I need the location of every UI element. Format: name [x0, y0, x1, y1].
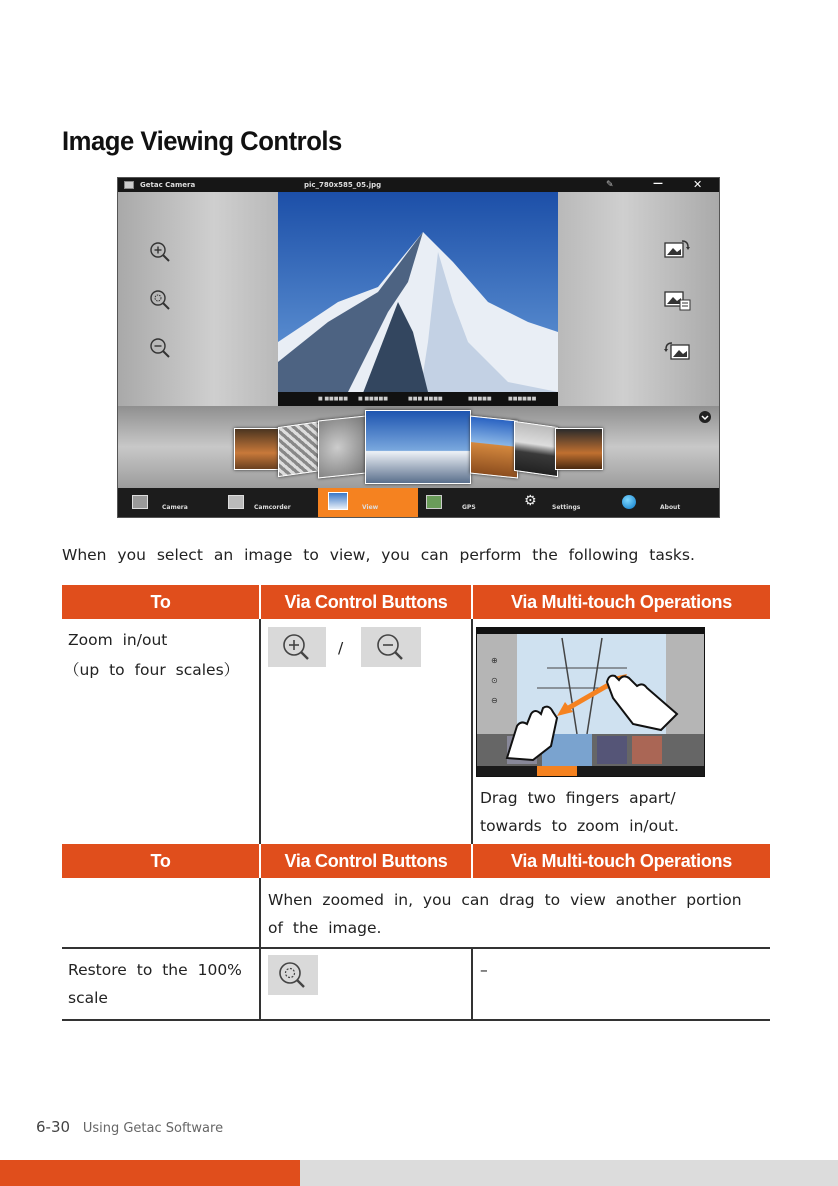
camera-icon: [132, 495, 148, 509]
photo-info-strip: ■ ■■■■■ ■ ■■■■■ ■■■ ■■■■ ■■■■■ ■■■■■■: [278, 392, 558, 406]
gear-icon: ⚙: [524, 493, 537, 509]
page-number: 6-30: [36, 1118, 71, 1136]
signal-icon: ✎: [606, 180, 614, 190]
view-icon: [328, 492, 348, 510]
app-logo-icon: [124, 181, 134, 189]
row3-to-line2: scale: [68, 989, 108, 1007]
rotate-right-icon[interactable]: [662, 236, 692, 260]
zoom-in-icon[interactable]: [148, 240, 172, 264]
controls-table: [62, 585, 770, 1021]
svg-text:⊖: ⊖: [491, 696, 498, 705]
footer-bar: [300, 1160, 838, 1186]
zoom-reset-icon: [268, 955, 318, 995]
table-divider: [62, 1019, 770, 1021]
app-titlebar: [118, 178, 719, 192]
svg-text:⊕: ⊕: [491, 656, 498, 665]
collapse-filmstrip-icon[interactable]: [698, 410, 712, 424]
info-icon: [622, 495, 636, 509]
multi-touch-illustration: [476, 627, 705, 777]
intro-text: When you select an image to view, you can perform the following tasks.: [62, 546, 695, 564]
tool-view[interactable]: [318, 488, 418, 518]
zoom-restore-button[interactable]: [268, 955, 318, 995]
header-to: To: [62, 844, 259, 878]
gps-icon: [426, 495, 442, 509]
footer-text: Using Getac Software: [82, 1121, 224, 1136]
footer-bar-accent: [0, 1160, 300, 1186]
thumbnail[interactable]: [278, 421, 322, 477]
row2-span-line1: When zoomed in, you can drag to view another portion: [268, 891, 742, 909]
thumbnail[interactable]: [514, 421, 558, 477]
header-multi-touch: Via Multi-touch Operations: [473, 844, 770, 878]
row2-span-line2: of the image.: [268, 919, 382, 937]
mountain-photo: [278, 192, 558, 406]
tool-camera[interactable]: [118, 488, 218, 518]
header-control-buttons: Via Control Buttons: [261, 844, 471, 878]
app-title: Getac Camera: [140, 181, 196, 189]
tool-camcorder[interactable]: [218, 488, 318, 518]
tool-label: Camera: [162, 504, 188, 511]
header-multi-touch: Via Multi-touch Operations: [473, 585, 770, 619]
tool-about[interactable]: [618, 488, 720, 518]
page-footer: [36, 1118, 223, 1136]
rotate-left-icon[interactable]: [662, 338, 692, 362]
section-heading: Image Viewing Controls: [62, 126, 342, 156]
app-toolbar: [118, 488, 719, 518]
table-divider: [259, 619, 261, 844]
zoom-out-icon: [361, 627, 421, 667]
main-photo[interactable]: [278, 192, 558, 406]
tool-label: Settings: [552, 504, 581, 511]
row1-touch-line1: Drag two fingers apart/: [480, 789, 676, 807]
row3-touch: –: [480, 961, 488, 979]
row3-to-line1: Restore to the 100%: [68, 961, 242, 979]
tool-label: GPS: [462, 504, 476, 511]
tool-label: About: [660, 504, 681, 511]
file-name: pic_780x585_05.jpg: [304, 181, 382, 189]
right-control-panel: [558, 192, 720, 406]
left-control-panel: [118, 192, 278, 406]
zoom-out-icon[interactable]: [148, 336, 172, 360]
minimize-icon[interactable]: —: [653, 178, 663, 189]
table-divider: [259, 878, 261, 1021]
header-to: To: [62, 585, 259, 619]
tool-label: View: [362, 504, 379, 511]
zoom-out-button[interactable]: [361, 627, 421, 667]
button-separator: /: [338, 639, 344, 657]
camcorder-icon: [228, 495, 244, 509]
tool-label: Camcorder: [254, 504, 291, 511]
close-icon[interactable]: ✕: [693, 178, 703, 191]
thumbnail-filmstrip: [118, 406, 719, 488]
table-divider: [471, 619, 473, 844]
thumbnail-selected[interactable]: [365, 410, 471, 484]
thumbnail[interactable]: [470, 415, 518, 478]
svg-text:⊙: ⊙: [491, 676, 498, 685]
app-screenshot: [117, 177, 720, 518]
thumbnail[interactable]: [555, 428, 603, 470]
image-info-icon[interactable]: [662, 288, 692, 312]
thumbnail[interactable]: [234, 428, 282, 470]
tool-gps[interactable]: [418, 488, 518, 518]
table-divider: [471, 948, 473, 1021]
zoom-in-button[interactable]: [268, 627, 326, 667]
row1-touch-line2: towards to zoom in/out.: [480, 817, 679, 835]
thumbnail[interactable]: [318, 415, 366, 478]
header-control-buttons: Via Control Buttons: [261, 585, 471, 619]
row1-to-line2: （up to four scales）: [64, 661, 240, 679]
table-divider: [62, 947, 770, 949]
zoom-in-icon: [268, 627, 326, 667]
pinch-zoom-illustration: [477, 628, 705, 777]
tool-settings[interactable]: [518, 488, 618, 518]
zoom-reset-icon[interactable]: [148, 288, 172, 312]
row1-to-line1: Zoom in/out: [68, 631, 168, 649]
